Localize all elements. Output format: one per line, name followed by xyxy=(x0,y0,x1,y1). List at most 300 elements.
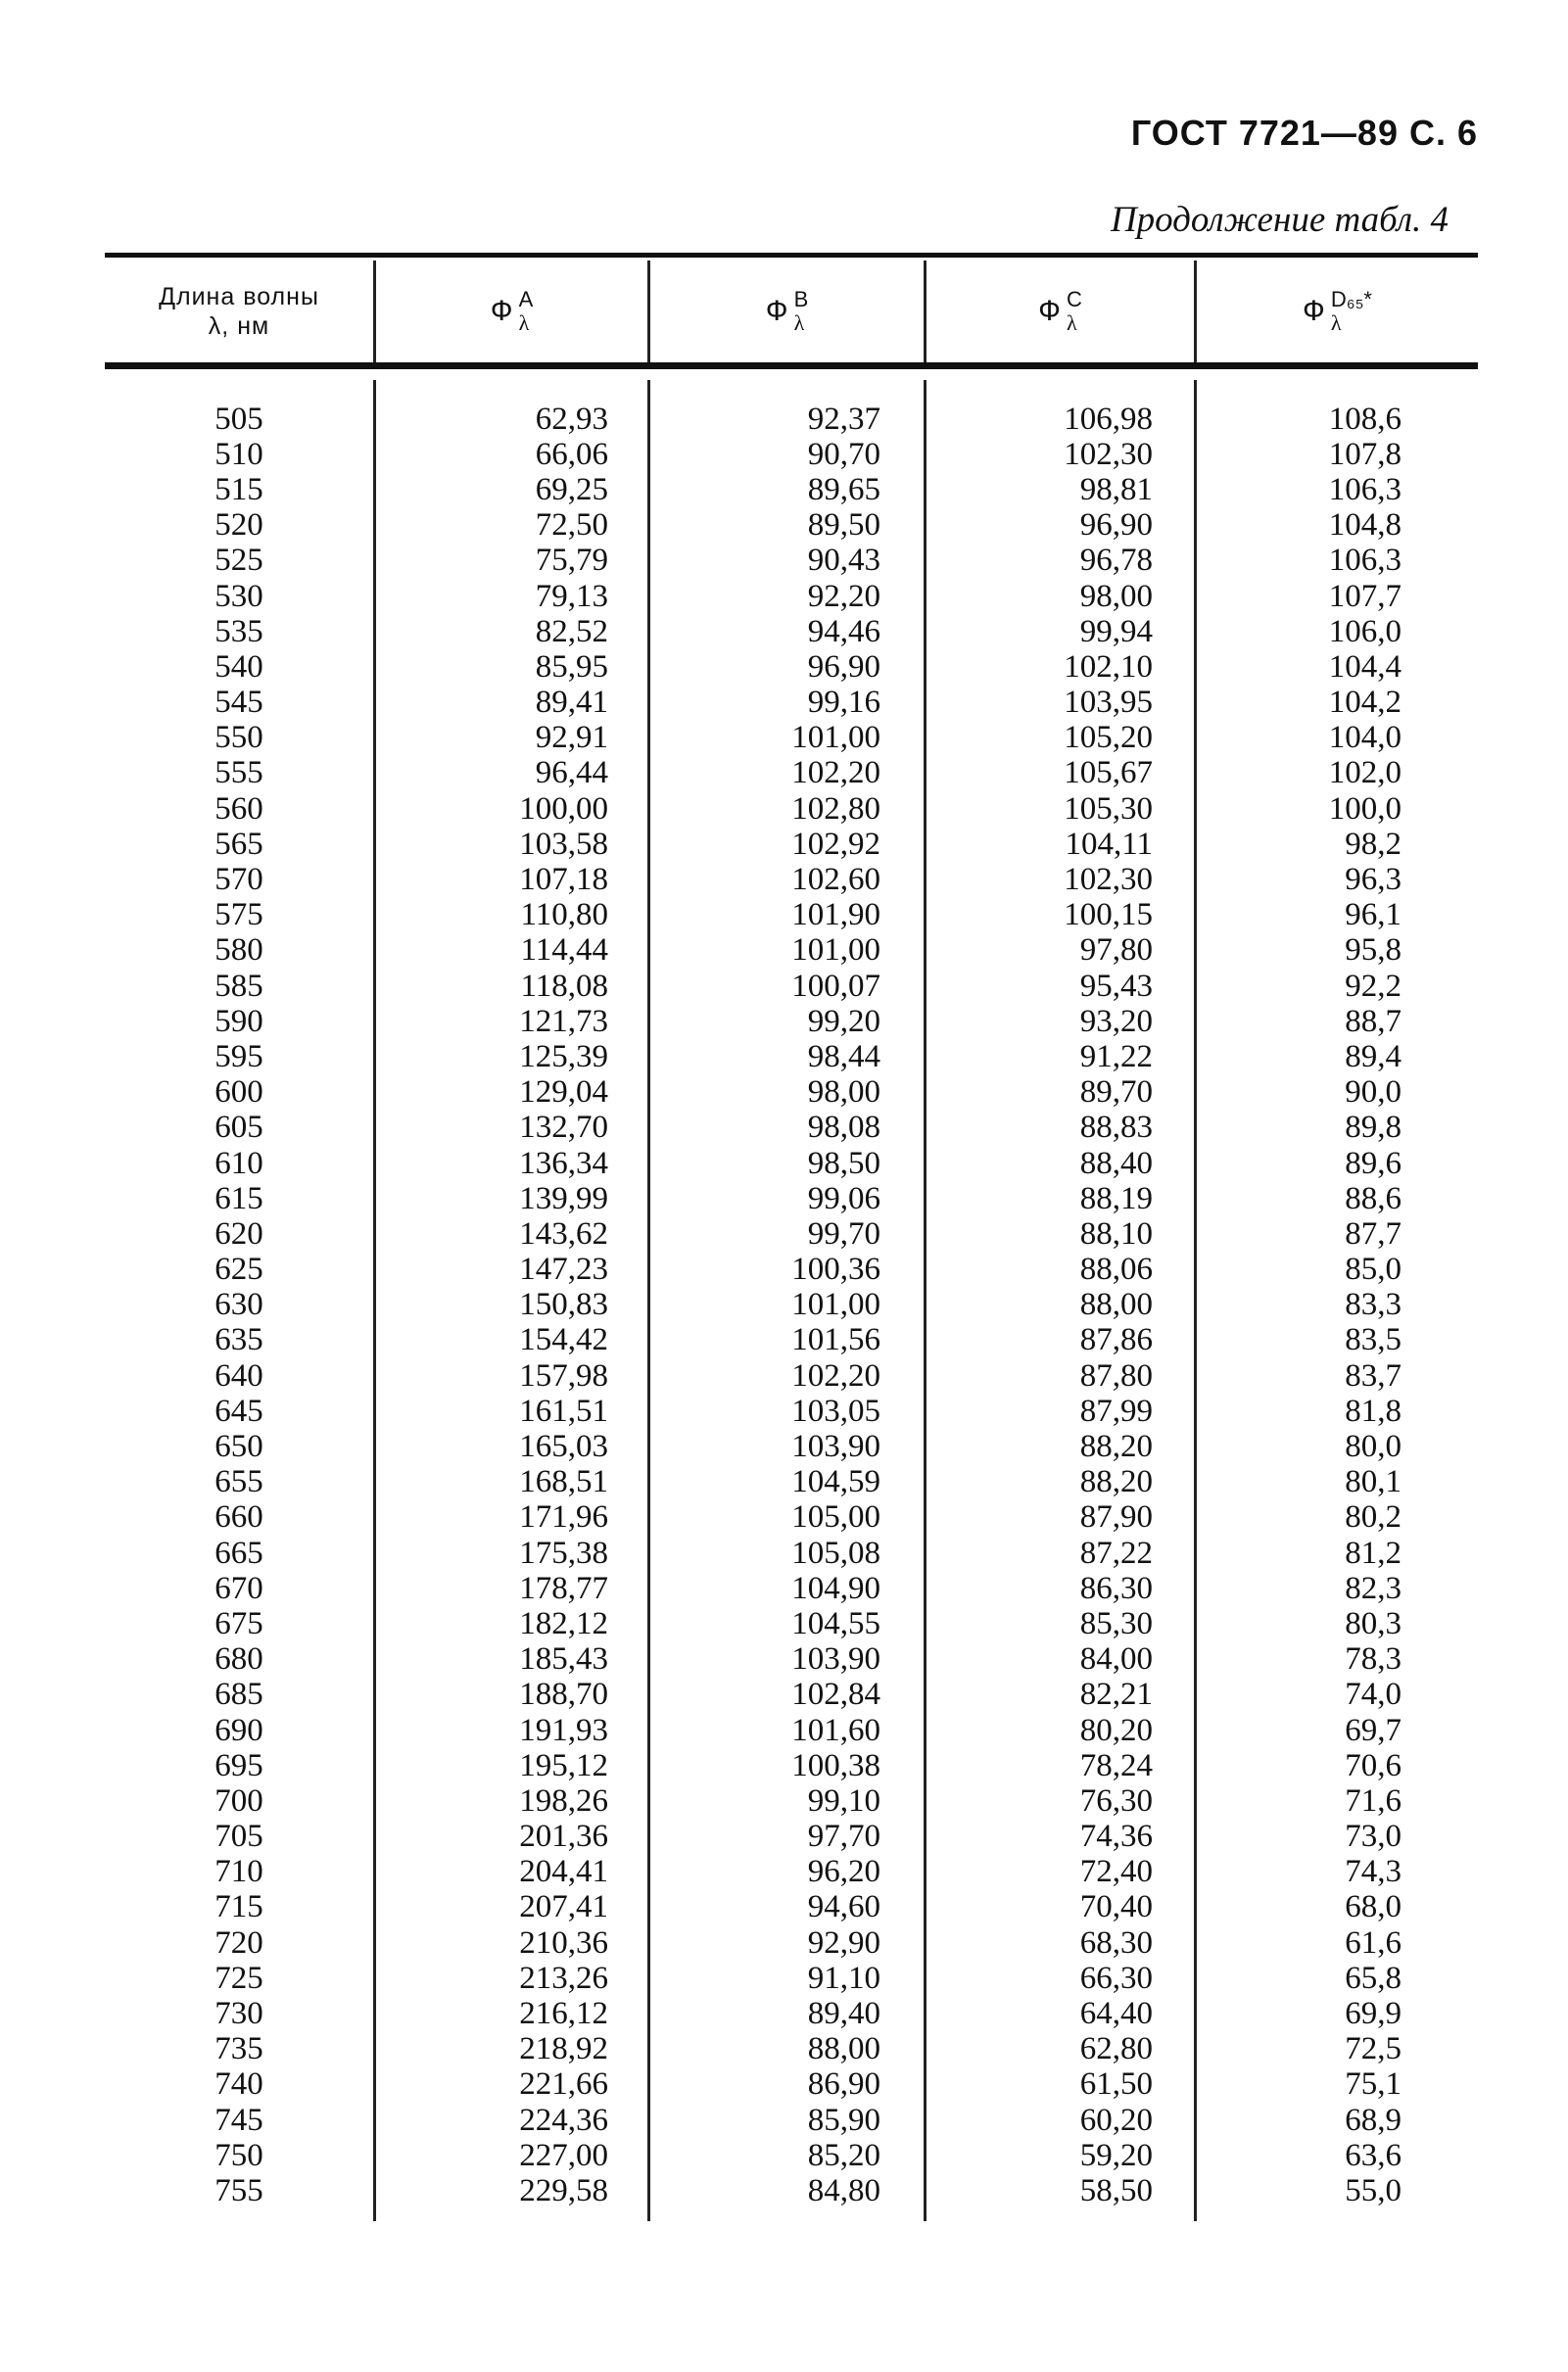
phi-a-cell: 82,52 xyxy=(535,613,608,649)
phi-c-cell: 87,80 xyxy=(1079,1357,1153,1394)
table-row xyxy=(105,1678,1478,1713)
wavelength-cell: 560 xyxy=(214,790,263,827)
table-row xyxy=(105,1606,1478,1641)
header-source-d65 xyxy=(1197,261,1478,362)
phi-c-cell: 88,83 xyxy=(1079,1110,1153,1146)
table-row xyxy=(105,1358,1478,1394)
phi-c-cell: 86,30 xyxy=(1079,1570,1153,1606)
table-row xyxy=(105,402,1478,437)
table-row xyxy=(105,1394,1478,1429)
phi-a-cell: 147,23 xyxy=(519,1252,608,1288)
phi-b-cell: 98,08 xyxy=(807,1110,880,1146)
wavelength-cell: 660 xyxy=(214,1499,263,1536)
table-row xyxy=(105,1004,1478,1039)
phi-a-cell: 198,26 xyxy=(519,1782,608,1819)
phi-a-cell: 107,18 xyxy=(519,862,608,898)
phi-c-cell: 88,20 xyxy=(1079,1429,1153,1465)
phi-a-cell: 132,70 xyxy=(519,1110,608,1146)
phi-c-cell: 82,21 xyxy=(1079,1677,1153,1713)
phi-a-cell: 218,92 xyxy=(519,2031,608,2067)
wavelength-cell: 545 xyxy=(214,685,263,721)
lambda-symbol: λ xyxy=(793,310,805,335)
lambda-symbol: λ xyxy=(1330,310,1342,335)
wavelength-cell: 635 xyxy=(214,1322,263,1358)
phi-c-cell: 66,30 xyxy=(1079,1960,1153,1996)
table-row xyxy=(105,1039,1478,1074)
header-wavelength xyxy=(105,261,373,362)
wavelength-cell: 715 xyxy=(214,1889,263,1925)
phi-b-cell: 98,44 xyxy=(807,1038,880,1074)
phi-b-cell: 99,20 xyxy=(807,1003,880,1039)
phi-b-cell: 85,90 xyxy=(807,2102,880,2138)
phi-c-cell: 102,30 xyxy=(1064,436,1153,472)
phi-b-cell: 104,90 xyxy=(791,1570,880,1606)
table-row xyxy=(105,1961,1478,1996)
phi-d65-cell: 104,0 xyxy=(1328,720,1402,756)
phi-c-cell: 95,43 xyxy=(1079,968,1153,1004)
phi-d65-cell: 61,6 xyxy=(1345,1924,1402,1961)
phi-d65-cell: 98,2 xyxy=(1345,826,1402,862)
table-row xyxy=(105,933,1478,969)
phi-a-cell: 125,39 xyxy=(519,1038,608,1074)
phi-a-cell: 143,62 xyxy=(519,1215,608,1252)
table-row xyxy=(105,1181,1478,1216)
phi-a-cell: 89,41 xyxy=(535,685,608,721)
table-row xyxy=(105,1111,1478,1146)
phi-d65-cell: 89,8 xyxy=(1345,1110,1402,1146)
table-body xyxy=(105,402,1478,2209)
table-row xyxy=(105,1429,1478,1464)
phi-a-cell: 168,51 xyxy=(519,1464,608,1500)
phi-c-cell: 103,95 xyxy=(1064,685,1153,721)
wavelength-cell: 700 xyxy=(214,1782,263,1819)
phi-symbol: Ф xyxy=(490,295,513,327)
phi-c-cell: 91,22 xyxy=(1079,1038,1153,1074)
phi-b-cell: 96,20 xyxy=(807,1854,880,1890)
wavelength-cell: 565 xyxy=(214,826,263,862)
phi-b-cell: 96,90 xyxy=(807,648,880,685)
table-row xyxy=(105,1146,1478,1181)
wavelength-cell: 610 xyxy=(214,1145,263,1181)
header-wavelength-line1: Длина волны xyxy=(159,283,319,310)
phi-b-cell: 101,56 xyxy=(791,1322,880,1358)
phi-a-cell: 75,79 xyxy=(535,543,608,579)
phi-a-cell: 178,77 xyxy=(519,1570,608,1606)
phi-c-cell: 99,94 xyxy=(1079,613,1153,649)
table-row xyxy=(105,1465,1478,1500)
phi-c-cell: 98,81 xyxy=(1079,471,1153,507)
phi-d65-cell: 83,7 xyxy=(1345,1357,1402,1394)
phi-c-cell: 68,30 xyxy=(1079,1924,1153,1961)
table-header-rule xyxy=(105,362,1478,369)
phi-d65-cell: 82,3 xyxy=(1345,1570,1402,1606)
phi-b-cell: 104,55 xyxy=(791,1605,880,1641)
table-row xyxy=(105,1996,1478,2031)
table-row xyxy=(105,2067,1478,2103)
phi-b-cell: 100,36 xyxy=(791,1252,880,1288)
phi-b-cell: 105,00 xyxy=(791,1499,880,1536)
phi-c-cell: 72,40 xyxy=(1079,1854,1153,1890)
phi-b-cell: 90,70 xyxy=(807,436,880,472)
phi-d65-cell: 104,4 xyxy=(1328,648,1402,685)
phi-d65-cell: 78,3 xyxy=(1345,1641,1402,1678)
phi-c-cell: 96,90 xyxy=(1079,507,1153,544)
phi-d65-cell: 107,8 xyxy=(1328,436,1402,472)
phi-c-cell: 93,20 xyxy=(1079,1003,1153,1039)
phi-b-cell: 105,08 xyxy=(791,1535,880,1571)
table-row xyxy=(105,721,1478,756)
table-row xyxy=(105,508,1478,544)
phi-b-cell: 97,70 xyxy=(807,1819,880,1855)
phi-d65-cell: 89,4 xyxy=(1345,1038,1402,1074)
wavelength-cell: 680 xyxy=(214,1641,263,1678)
phi-d65-cell: 106,3 xyxy=(1328,543,1402,579)
phi-b-cell: 102,20 xyxy=(791,1357,880,1394)
source-label: A xyxy=(518,287,534,311)
phi-a-cell: 150,83 xyxy=(519,1287,608,1323)
wavelength-cell: 585 xyxy=(214,968,263,1004)
phi-d65-cell: 68,9 xyxy=(1345,2102,1402,2138)
wavelength-cell: 705 xyxy=(214,1819,263,1855)
wavelength-cell: 740 xyxy=(214,2066,263,2103)
phi-c-cell: 87,90 xyxy=(1079,1499,1153,1536)
wavelength-cell: 730 xyxy=(214,1996,263,2032)
wavelength-cell: 625 xyxy=(214,1252,263,1288)
phi-d65-cell: 81,2 xyxy=(1345,1535,1402,1571)
table-row xyxy=(105,686,1478,721)
wavelength-cell: 725 xyxy=(214,1960,263,1996)
phi-d65-cell: 73,0 xyxy=(1345,1819,1402,1855)
table-row xyxy=(105,437,1478,472)
phi-d65-cell: 87,7 xyxy=(1345,1215,1402,1252)
wavelength-cell: 640 xyxy=(214,1357,263,1394)
phi-b-cell: 101,00 xyxy=(791,720,880,756)
phi-b-cell: 86,90 xyxy=(807,2066,880,2103)
wavelength-cell: 735 xyxy=(214,2031,263,2067)
phi-b-cell: 101,90 xyxy=(791,897,880,933)
phi-b-cell: 102,20 xyxy=(791,755,880,791)
phi-c-cell: 98,00 xyxy=(1079,578,1153,614)
phi-c-cell: 102,10 xyxy=(1064,648,1153,685)
phi-d65-cell: 104,2 xyxy=(1328,685,1402,721)
phi-a-cell: 204,41 xyxy=(519,1854,608,1890)
phi-c-cell: 105,30 xyxy=(1064,790,1153,827)
wavelength-cell: 695 xyxy=(214,1747,263,1783)
wavelength-cell: 615 xyxy=(214,1180,263,1216)
column-divider xyxy=(647,261,650,362)
spectral-table xyxy=(105,253,1478,2221)
phi-c-cell: 104,11 xyxy=(1065,826,1153,862)
phi-b-cell: 99,16 xyxy=(807,685,880,721)
phi-a-cell: 221,66 xyxy=(519,2066,608,2103)
wavelength-cell: 590 xyxy=(214,1003,263,1039)
phi-a-cell: 69,25 xyxy=(535,471,608,507)
phi-a-cell: 191,93 xyxy=(519,1712,608,1748)
phi-d65-cell: 74,0 xyxy=(1345,1677,1402,1713)
phi-d65-cell: 107,7 xyxy=(1328,578,1402,614)
phi-a-cell: 118,08 xyxy=(520,968,608,1004)
phi-b-cell: 84,80 xyxy=(807,2172,880,2208)
phi-a-cell: 114,44 xyxy=(520,932,608,969)
phi-d65-cell: 80,3 xyxy=(1345,1605,1402,1641)
phi-c-cell: 96,78 xyxy=(1079,543,1153,579)
phi-b-cell: 89,40 xyxy=(807,1996,880,2032)
phi-b-cell: 94,60 xyxy=(807,1889,880,1925)
wavelength-cell: 670 xyxy=(214,1570,263,1606)
phi-c-cell: 88,00 xyxy=(1079,1287,1153,1323)
phi-c-cell: 80,20 xyxy=(1079,1712,1153,1748)
wavelength-cell: 535 xyxy=(214,613,263,649)
table-row xyxy=(105,2103,1478,2138)
table-row xyxy=(105,1855,1478,1890)
phi-c-cell: 78,24 xyxy=(1079,1747,1153,1783)
phi-c-cell: 105,20 xyxy=(1064,720,1153,756)
phi-a-cell: 207,41 xyxy=(519,1889,608,1925)
phi-a-cell: 213,26 xyxy=(519,1960,608,1996)
wavelength-cell: 580 xyxy=(214,932,263,969)
phi-a-cell: 154,42 xyxy=(519,1322,608,1358)
table-row xyxy=(105,1713,1478,1748)
source-label: D₆₅* xyxy=(1330,287,1372,311)
table-row xyxy=(105,649,1478,685)
phi-a-cell: 161,51 xyxy=(519,1393,608,1429)
phi-d65-cell: 70,6 xyxy=(1345,1747,1402,1783)
phi-a-cell: 165,03 xyxy=(519,1429,608,1465)
phi-b-cell: 103,90 xyxy=(791,1429,880,1465)
phi-c-cell: 88,06 xyxy=(1079,1252,1153,1288)
phi-b-cell: 90,43 xyxy=(807,543,880,579)
phi-b-cell: 89,50 xyxy=(807,507,880,544)
phi-c-cell: 64,40 xyxy=(1079,1996,1153,2032)
phi-d65-cell: 100,0 xyxy=(1328,790,1402,827)
table-row xyxy=(105,2032,1478,2067)
wavelength-cell: 595 xyxy=(214,1038,263,1074)
phi-d65-cell: 88,6 xyxy=(1345,1180,1402,1216)
phi-a-cell: 72,50 xyxy=(535,507,608,544)
table-row xyxy=(105,827,1478,862)
phi-d65-cell: 80,2 xyxy=(1345,1499,1402,1536)
lambda-symbol: λ xyxy=(1066,310,1077,335)
phi-a-cell: 201,36 xyxy=(519,1819,608,1855)
phi-c-cell: 106,98 xyxy=(1064,401,1153,437)
wavelength-cell: 525 xyxy=(214,543,263,579)
phi-d65-cell: 89,6 xyxy=(1345,1145,1402,1181)
wavelength-cell: 690 xyxy=(214,1712,263,1748)
wavelength-cell: 520 xyxy=(214,507,263,544)
phi-b-cell: 101,00 xyxy=(791,932,880,969)
source-label: B xyxy=(793,287,809,311)
phi-d65-cell: 80,1 xyxy=(1345,1464,1402,1500)
phi-d65-cell: 90,0 xyxy=(1345,1074,1402,1111)
phi-b-cell: 85,20 xyxy=(807,2137,880,2173)
table-row xyxy=(105,791,1478,827)
table-row xyxy=(105,1925,1478,1961)
table-continuation-caption: Продолжение табл. 4 xyxy=(1110,200,1449,240)
phi-d65-cell: 106,3 xyxy=(1328,471,1402,507)
phi-symbol: Ф xyxy=(1038,295,1061,327)
phi-d65-cell: 88,7 xyxy=(1345,1003,1402,1039)
table-row xyxy=(105,1500,1478,1536)
phi-d65-cell: 83,5 xyxy=(1345,1322,1402,1358)
page-header: ГОСТ 7721—89 С. 6 xyxy=(1130,113,1478,153)
column-divider xyxy=(924,261,927,362)
phi-c-cell: 88,20 xyxy=(1079,1464,1153,1500)
phi-a-cell: 227,00 xyxy=(519,2137,608,2173)
wavelength-cell: 745 xyxy=(214,2102,263,2138)
phi-a-cell: 129,04 xyxy=(519,1074,608,1111)
source-label: C xyxy=(1066,287,1082,311)
phi-d65-cell: 74,3 xyxy=(1345,1854,1402,1890)
phi-c-cell: 97,80 xyxy=(1079,932,1153,969)
wavelength-cell: 575 xyxy=(214,897,263,933)
wavelength-cell: 620 xyxy=(214,1215,263,1252)
phi-b-cell: 88,00 xyxy=(807,2031,880,2067)
wavelength-cell: 650 xyxy=(214,1429,263,1465)
phi-b-cell: 100,07 xyxy=(791,968,880,1004)
phi-c-cell: 70,40 xyxy=(1079,1889,1153,1925)
phi-b-cell: 99,70 xyxy=(807,1215,880,1252)
wavelength-cell: 665 xyxy=(214,1535,263,1571)
phi-c-cell: 87,86 xyxy=(1079,1322,1153,1358)
phi-c-cell: 102,30 xyxy=(1064,862,1153,898)
table-top-rule xyxy=(105,253,1478,258)
phi-symbol: Ф xyxy=(1303,295,1325,327)
column-divider xyxy=(373,261,376,362)
table-row xyxy=(105,1216,1478,1252)
phi-b-cell: 91,10 xyxy=(807,1960,880,1996)
table-row xyxy=(105,544,1478,579)
phi-b-cell: 102,92 xyxy=(791,826,880,862)
phi-a-cell: 195,12 xyxy=(519,1747,608,1783)
header-wavelength-line2: λ, нм xyxy=(208,312,270,340)
phi-a-cell: 171,96 xyxy=(519,1499,608,1536)
table-row xyxy=(105,579,1478,614)
phi-b-cell: 99,06 xyxy=(807,1180,880,1216)
phi-d65-cell: 80,0 xyxy=(1345,1429,1402,1465)
phi-d65-cell: 104,8 xyxy=(1328,507,1402,544)
wavelength-cell: 675 xyxy=(214,1605,263,1641)
phi-b-cell: 98,00 xyxy=(807,1074,880,1111)
table-row xyxy=(105,969,1478,1004)
phi-b-cell: 104,59 xyxy=(791,1464,880,1500)
phi-c-cell: 88,19 xyxy=(1079,1180,1153,1216)
table-row xyxy=(105,1783,1478,1819)
phi-d65-cell: 83,3 xyxy=(1345,1287,1402,1323)
phi-c-cell: 100,15 xyxy=(1064,897,1153,933)
table-row xyxy=(105,1820,1478,1855)
phi-a-cell: 100,00 xyxy=(519,790,608,827)
phi-d65-cell: 55,0 xyxy=(1345,2172,1402,2208)
phi-a-cell: 121,73 xyxy=(519,1003,608,1039)
table-row xyxy=(105,1075,1478,1111)
phi-a-cell: 185,43 xyxy=(519,1641,608,1678)
table-row xyxy=(105,2138,1478,2173)
phi-a-cell: 157,98 xyxy=(519,1357,608,1394)
phi-b-cell: 102,84 xyxy=(791,1677,880,1713)
lambda-symbol: λ xyxy=(518,310,530,335)
table-row xyxy=(105,1323,1478,1358)
table-row xyxy=(105,1571,1478,1606)
table-row xyxy=(105,1890,1478,1925)
wavelength-cell: 720 xyxy=(214,1924,263,1961)
wavelength-cell: 510 xyxy=(214,436,263,472)
wavelength-cell: 710 xyxy=(214,1854,263,1890)
table-row xyxy=(105,614,1478,649)
phi-d65-cell: 75,1 xyxy=(1345,2066,1402,2103)
wavelength-cell: 685 xyxy=(214,1677,263,1713)
phi-a-cell: 175,38 xyxy=(519,1535,608,1571)
phi-c-cell: 58,50 xyxy=(1079,2172,1153,2208)
phi-c-cell: 87,22 xyxy=(1079,1535,1153,1571)
table-row xyxy=(105,2173,1478,2208)
phi-c-cell: 84,00 xyxy=(1079,1641,1153,1678)
wavelength-cell: 630 xyxy=(214,1287,263,1323)
phi-b-cell: 101,00 xyxy=(791,1287,880,1323)
phi-d65-cell: 95,8 xyxy=(1345,932,1402,969)
phi-d65-cell: 69,7 xyxy=(1345,1712,1402,1748)
phi-a-cell: 85,95 xyxy=(535,648,608,685)
table-row xyxy=(105,1253,1478,1288)
phi-c-cell: 62,80 xyxy=(1079,2031,1153,2067)
phi-c-cell: 87,99 xyxy=(1079,1393,1153,1429)
phi-a-cell: 66,06 xyxy=(535,436,608,472)
table-row xyxy=(105,862,1478,897)
wavelength-cell: 600 xyxy=(214,1074,263,1111)
phi-b-cell: 102,60 xyxy=(791,862,880,898)
table-row xyxy=(105,1536,1478,1571)
phi-d65-cell: 69,9 xyxy=(1345,1996,1402,2032)
phi-d65-cell: 81,8 xyxy=(1345,1393,1402,1429)
phi-d65-cell: 92,2 xyxy=(1345,968,1402,1004)
phi-a-cell: 229,58 xyxy=(519,2172,608,2208)
phi-d65-cell: 96,3 xyxy=(1345,862,1402,898)
wavelength-cell: 505 xyxy=(214,401,263,437)
phi-b-cell: 103,90 xyxy=(791,1641,880,1678)
phi-b-cell: 103,05 xyxy=(791,1393,880,1429)
phi-a-cell: 79,13 xyxy=(535,578,608,614)
phi-b-cell: 98,50 xyxy=(807,1145,880,1181)
wavelength-cell: 645 xyxy=(214,1393,263,1429)
phi-a-cell: 110,80 xyxy=(520,897,608,933)
phi-b-cell: 89,65 xyxy=(807,471,880,507)
phi-a-cell: 139,99 xyxy=(519,1180,608,1216)
phi-c-cell: 76,30 xyxy=(1079,1782,1153,1819)
wavelength-cell: 605 xyxy=(214,1110,263,1146)
phi-b-cell: 100,38 xyxy=(791,1747,880,1783)
phi-c-cell: 74,36 xyxy=(1079,1819,1153,1855)
phi-d65-cell: 63,6 xyxy=(1345,2137,1402,2173)
header-source-b xyxy=(650,261,924,362)
header-source-a xyxy=(376,261,647,362)
phi-d65-cell: 72,5 xyxy=(1345,2031,1402,2067)
wavelength-cell: 550 xyxy=(214,720,263,756)
phi-c-cell: 88,10 xyxy=(1079,1215,1153,1252)
wavelength-cell: 570 xyxy=(214,862,263,898)
table-row xyxy=(105,756,1478,791)
phi-a-cell: 188,70 xyxy=(519,1677,608,1713)
phi-d65-cell: 65,8 xyxy=(1345,1960,1402,1996)
wavelength-cell: 540 xyxy=(214,648,263,685)
phi-c-cell: 105,67 xyxy=(1064,755,1153,791)
phi-a-cell: 210,36 xyxy=(519,1924,608,1961)
table-row xyxy=(105,1642,1478,1678)
phi-a-cell: 182,12 xyxy=(519,1605,608,1641)
phi-b-cell: 92,20 xyxy=(807,578,880,614)
phi-b-cell: 99,10 xyxy=(807,1782,880,1819)
phi-b-cell: 102,80 xyxy=(791,790,880,827)
table-row xyxy=(105,472,1478,507)
phi-c-cell: 85,30 xyxy=(1079,1605,1153,1641)
